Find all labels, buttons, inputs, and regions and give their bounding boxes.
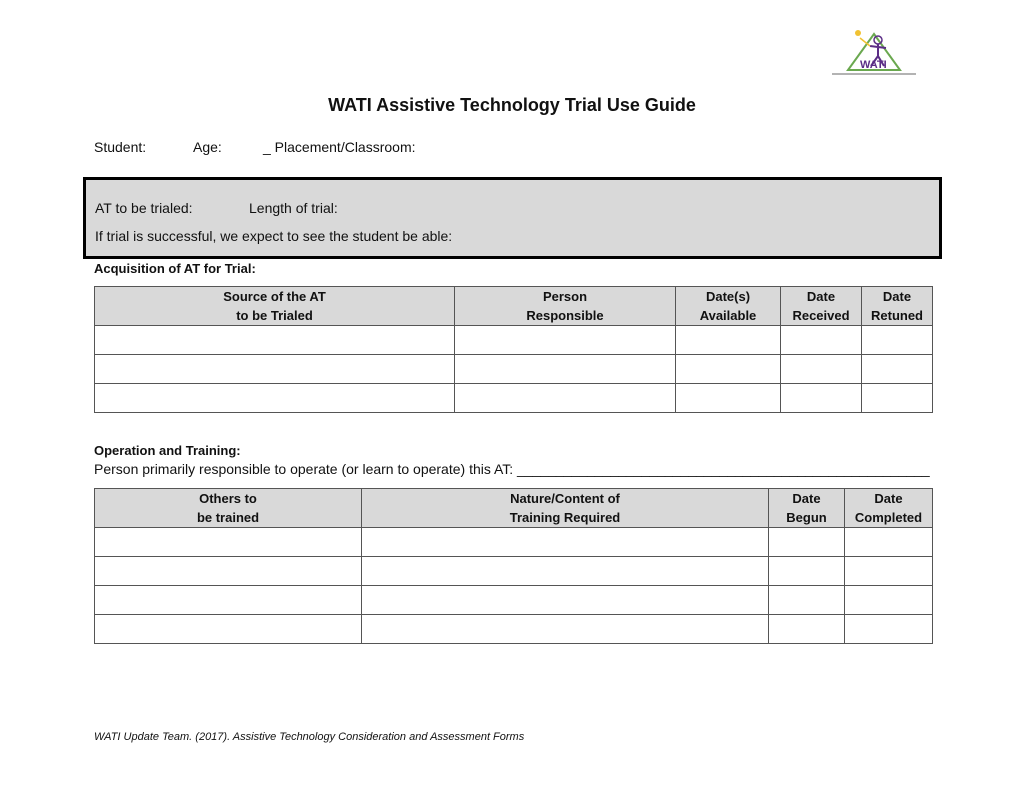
- cell-input[interactable]: [455, 384, 676, 413]
- cell-input[interactable]: [781, 355, 862, 384]
- cell-input[interactable]: [769, 615, 845, 644]
- logo-text: WATI: [860, 59, 887, 71]
- cell-input[interactable]: [95, 557, 362, 586]
- table-row: [95, 586, 933, 615]
- wati-logo: [826, 26, 922, 80]
- page-title: WATI Assistive Technology Trial Use Guide: [328, 95, 696, 115]
- table-header-row: [95, 287, 933, 326]
- cell-input[interactable]: [862, 355, 933, 384]
- table-row: [95, 326, 933, 355]
- cell-input[interactable]: [95, 355, 455, 384]
- cell-input[interactable]: [862, 326, 933, 355]
- cell-input[interactable]: [769, 557, 845, 586]
- col-date-returned: Date Retuned: [862, 287, 933, 326]
- operation-heading: Operation and Training:: [94, 443, 241, 458]
- cell-input[interactable]: [362, 586, 769, 615]
- age-label: Age:: [193, 139, 222, 155]
- cell-input[interactable]: [676, 326, 781, 355]
- cell-input[interactable]: [769, 586, 845, 615]
- cell-input[interactable]: [769, 528, 845, 557]
- cell-input[interactable]: [676, 384, 781, 413]
- expectation-label: If trial is successful, we expect to see the student be able:: [95, 228, 453, 244]
- table-row: [95, 557, 933, 586]
- cell-input[interactable]: [362, 528, 769, 557]
- cell-input[interactable]: [95, 384, 455, 413]
- table-row: [95, 355, 933, 384]
- cell-input[interactable]: [845, 586, 933, 615]
- placement-label: _ Placement/Classroom:: [263, 139, 416, 155]
- cell-input[interactable]: [781, 326, 862, 355]
- table-header-row: [95, 489, 933, 528]
- cell-input[interactable]: [845, 615, 933, 644]
- table-row: [95, 528, 933, 557]
- acquisition-heading: Acquisition of AT for Trial:: [94, 261, 256, 276]
- cell-input[interactable]: [362, 615, 769, 644]
- responsible-operator-line: Person primarily responsible to operate (or learn to operate) this AT: _____________________________________________________: [94, 461, 930, 477]
- cell-input[interactable]: [455, 355, 676, 384]
- trial-box: [83, 177, 942, 259]
- cell-input[interactable]: [95, 615, 362, 644]
- at-to-be-trialed-label: AT to be trialed:: [95, 200, 193, 216]
- cell-input[interactable]: [362, 557, 769, 586]
- table-row: [95, 384, 933, 413]
- col-dates-available: Date(s) Available: [676, 287, 781, 326]
- col-date-completed: Date Completed: [845, 489, 933, 528]
- col-training-content: Nature/Content of Training Required: [362, 489, 769, 528]
- training-table: [94, 488, 933, 644]
- at-trial-row: [95, 200, 338, 216]
- cell-input[interactable]: [845, 528, 933, 557]
- cell-input[interactable]: [95, 528, 362, 557]
- cell-input[interactable]: [845, 557, 933, 586]
- col-date-begun: Date Begun: [769, 489, 845, 528]
- cell-input[interactable]: [95, 586, 362, 615]
- cell-input[interactable]: [95, 326, 455, 355]
- col-others-to-be-trained: Others to be trained: [95, 489, 362, 528]
- wati-logo-icon: [826, 26, 922, 80]
- col-person-responsible: Person Responsible: [455, 287, 676, 326]
- length-of-trial-label: Length of trial:: [249, 200, 338, 216]
- cell-input[interactable]: [455, 326, 676, 355]
- col-source: Source of the AT to be Trialed: [95, 287, 455, 326]
- acquisition-table: [94, 286, 933, 413]
- col-date-received: Date Received: [781, 287, 862, 326]
- cell-input[interactable]: [676, 355, 781, 384]
- citation-footer: WATI Update Team. (2017). Assistive Technology Consideration and Assessment Forms: [94, 731, 525, 743]
- cell-input[interactable]: [781, 384, 862, 413]
- student-label: Student:: [94, 139, 147, 155]
- cell-input[interactable]: [862, 384, 933, 413]
- table-row: [95, 615, 933, 644]
